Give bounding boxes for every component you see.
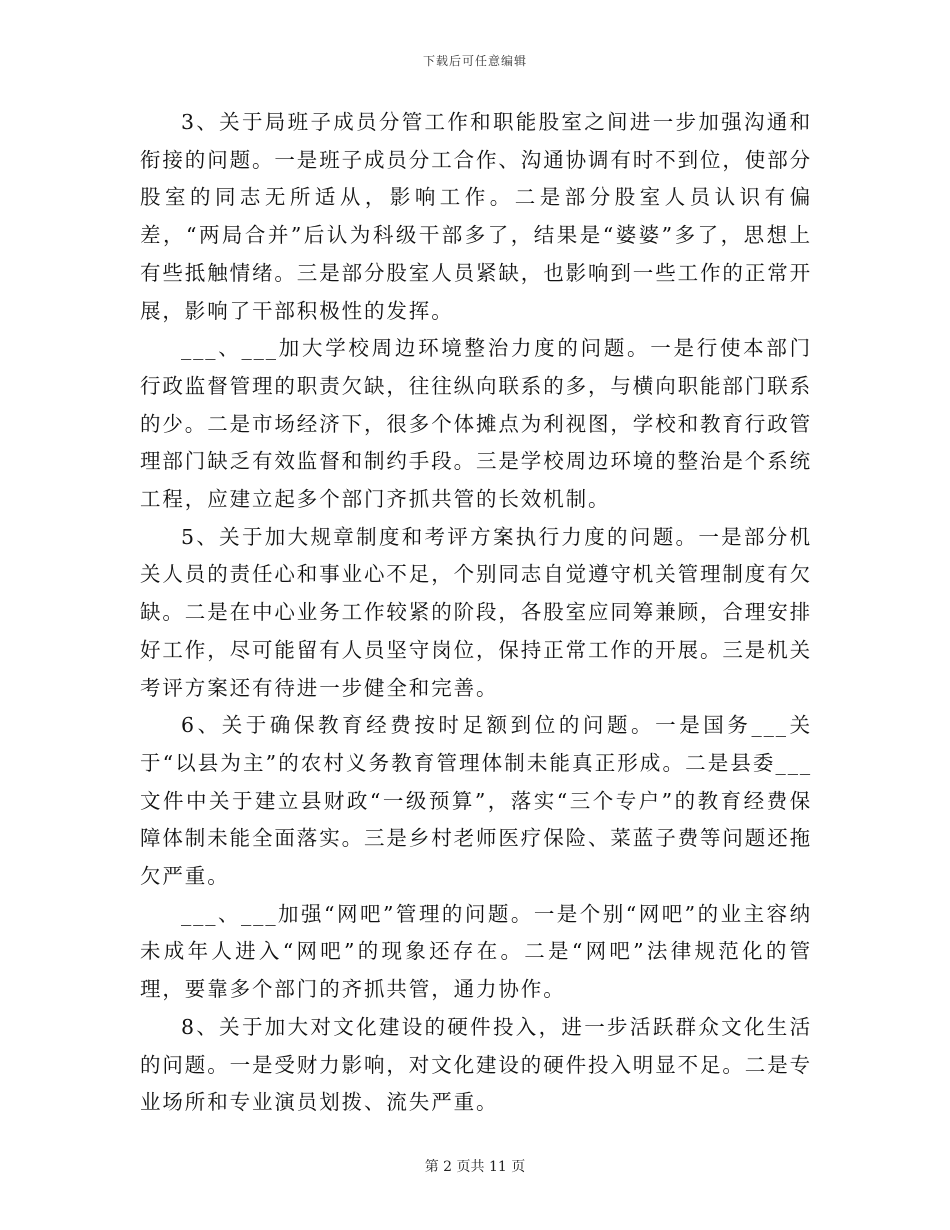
paragraph-item-3: 3、关于局班子成员分管工作和职能股室之间进一步加强沟通和衔接的问题。一是班子成员分工合作、沟通协调有时不到位，使部分股室的同志无所适从，影响工作。二是部分股室人员认识有偏差，“两局合并”后认为科级干部多了，结果是“婆婆”多了，思想上有些抵触情绪。三是部分股室人员紧缺，也影响到一些工作的正常开展，影响了干部积极性的发挥。 [140,110,812,323]
paragraph-item-8: 8、关于加大对文化建设的硬件投入，进一步活跃群众文化生活的问题。一是受财力影响，对文化建设的硬件投入明显不足。二是专业场所和专业演员划拨、流失严重。 [140,1014,812,1115]
paragraph-item-7: ___、___加强“网吧”管理的问题。一是个别“网吧”的业主容纳未成年人进入“网吧”的现象还存在。二是“网吧”法律规范化的管理，要靠多个部门的齐抓共管，通力协作。 [140,901,812,1002]
page-header: 下载后可任意编辑 [422,54,527,68]
paragraph-item-6: 6、关于确保教育经费按时足额到位的问题。一是国务___关于“以县为主”的农村义务教育管理体制未能真正形成。二是县委___文件中关于建立县财政“一级预算”，落实“三个专户”的教育经费保障体制未能全面落实。三是乡村老师医疗保险、菜蓝子费等问题还拖欠严重。 [140,713,812,889]
paragraph-item-4: ___、___加大学校周边环境整治力度的问题。一是行使本部门行政监督管理的职责欠缺，往往纵向联系的多，与横向职能部门联系的少。二是市场经济下，很多个体摊点为利视图，学校和教育行政管理部门缺乏有效监督和制约手段。三是学校周边环境的整治是个系统工程，应建立起多个部门齐抓共管的长效机制。 [140,336,812,512]
page-footer [0,1156,950,1176]
document-body [140,104,812,1122]
paragraph-item-5: 5、关于加大规章制度和考评方案执行力度的问题。一是部分机关人员的责任心和事业心不足，个别同志自觉遵守机关管理制度有欠缺。二是在中心业务工作较紧的阶段，各股室应同筹兼顾，合理安排好工作，尽可能留有人员坚守岗位，保持正常工作的开展。三是机关考评方案还有待进一步健全和完善。 [140,524,812,700]
page-number-label: 第 2 页共 11 页 [424,1159,526,1175]
